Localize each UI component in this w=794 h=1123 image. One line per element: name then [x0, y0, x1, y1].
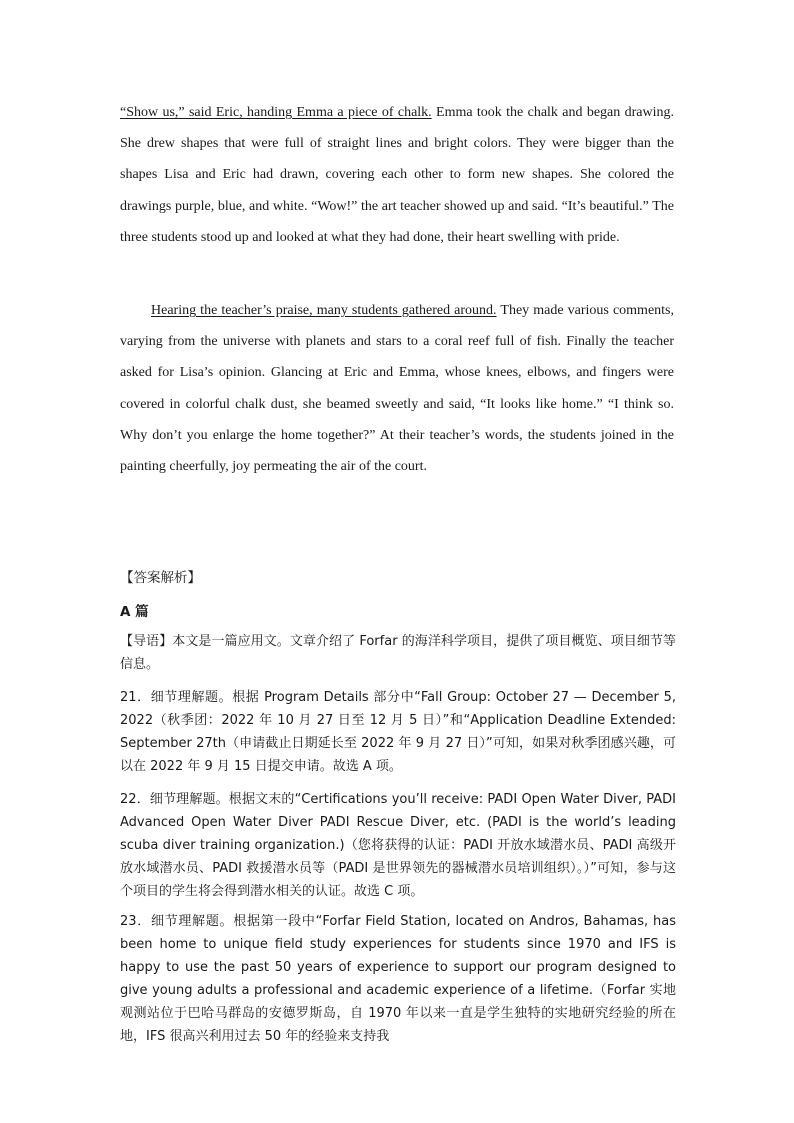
- section-label: A 篇: [120, 604, 149, 620]
- underlined-sentence-1: “Show us,” said Eric, handing Emma a piece of chalk.: [120, 105, 432, 120]
- story-paragraph-2: [120, 295, 674, 482]
- paragraph-2-text: They made various comments, varying from the universe with planets and stars to a coral reef full of fish. Finally the teacher asked for Lisa’s opinion. Glancing at Eric and Emma, whose knees, elbows, and fingers were covered in colorful chalk dust, she beamed sweetly and said, “It looks like home.” “I think so. Why don’t you enlarge the home together?” At their teacher’s words, the students joined in the painting cheerfully, joy permeating the air of the court.: [120, 303, 674, 475]
- answer-heading: 【答案解析】: [120, 570, 201, 586]
- paragraph-1-text: Emma took the chalk and began drawing. She drew shapes that were full of straight lines and bright colors. They were bigger than the shapes Lisa and Eric had drawn, covering each other to form new shapes. She colored the drawings purple, blue, and white. “Wow!” the art teacher showed up and said. “It’s beautiful.” The three students stood up and looked at what they had done, their heart swelling with pride.: [120, 105, 674, 245]
- underlined-sentence-2: Hearing the teacher’s praise, many students gathered around.: [151, 303, 497, 318]
- answer-21: 21．细节理解题。根据 Program Details 部分中“Fall Group: October 27 — December 5, 2022（秋季团：2022 年 10 月 27 日至 12 月 5 日）”和“Application Deadline Extended: September 27th（申请截止日期延长至 2022 年 9 月 27 日）”可知，如果对秋季团感兴趣，可以在 2022 年 9 月 15 日提交申请。故选 A 项。: [120, 690, 676, 774]
- answer-22: 22．细节理解题。根据文末的“Certifications you’ll receive: PADI Open Water Diver, PADI Advanced Open Water Diver PADI Rescue Diver, etc. (PADI is the world’s leading scuba diver training organization.)（您将获得的认证：PADI 开放水域潜水员、PADI 高级开放水域潜水员、PADI 救援潜水员等（PADI 是世界领先的器械潜水员培训组织）。）”可知，参与这个项目的学生将会得到潜水相关的认证。故选 C 项。: [120, 792, 676, 899]
- story-paragraph-1: [120, 97, 674, 253]
- intro-paragraph: 【导语】本文是一篇应用文。文章介绍了 Forfar 的海洋科学项目，提供了项目概览、项目细节等信息。: [120, 634, 676, 672]
- answer-23: 23．细节理解题。根据第一段中“Forfar Field Station, located on Andros, Bahamas, has been home to unique field study experiences for students since 1970 and IFS is happy to use the past 50 years of experience to support our program designed to give young adults a professional and academic experience of a lifetime.（Forfar 实地观测站位于巴哈马群岛的安德罗斯岛，自 1970 年以来一直是学生独特的实地研究经验的所在地，IFS 很高兴利用过去 50 年的经验来支持我: [120, 914, 676, 1044]
